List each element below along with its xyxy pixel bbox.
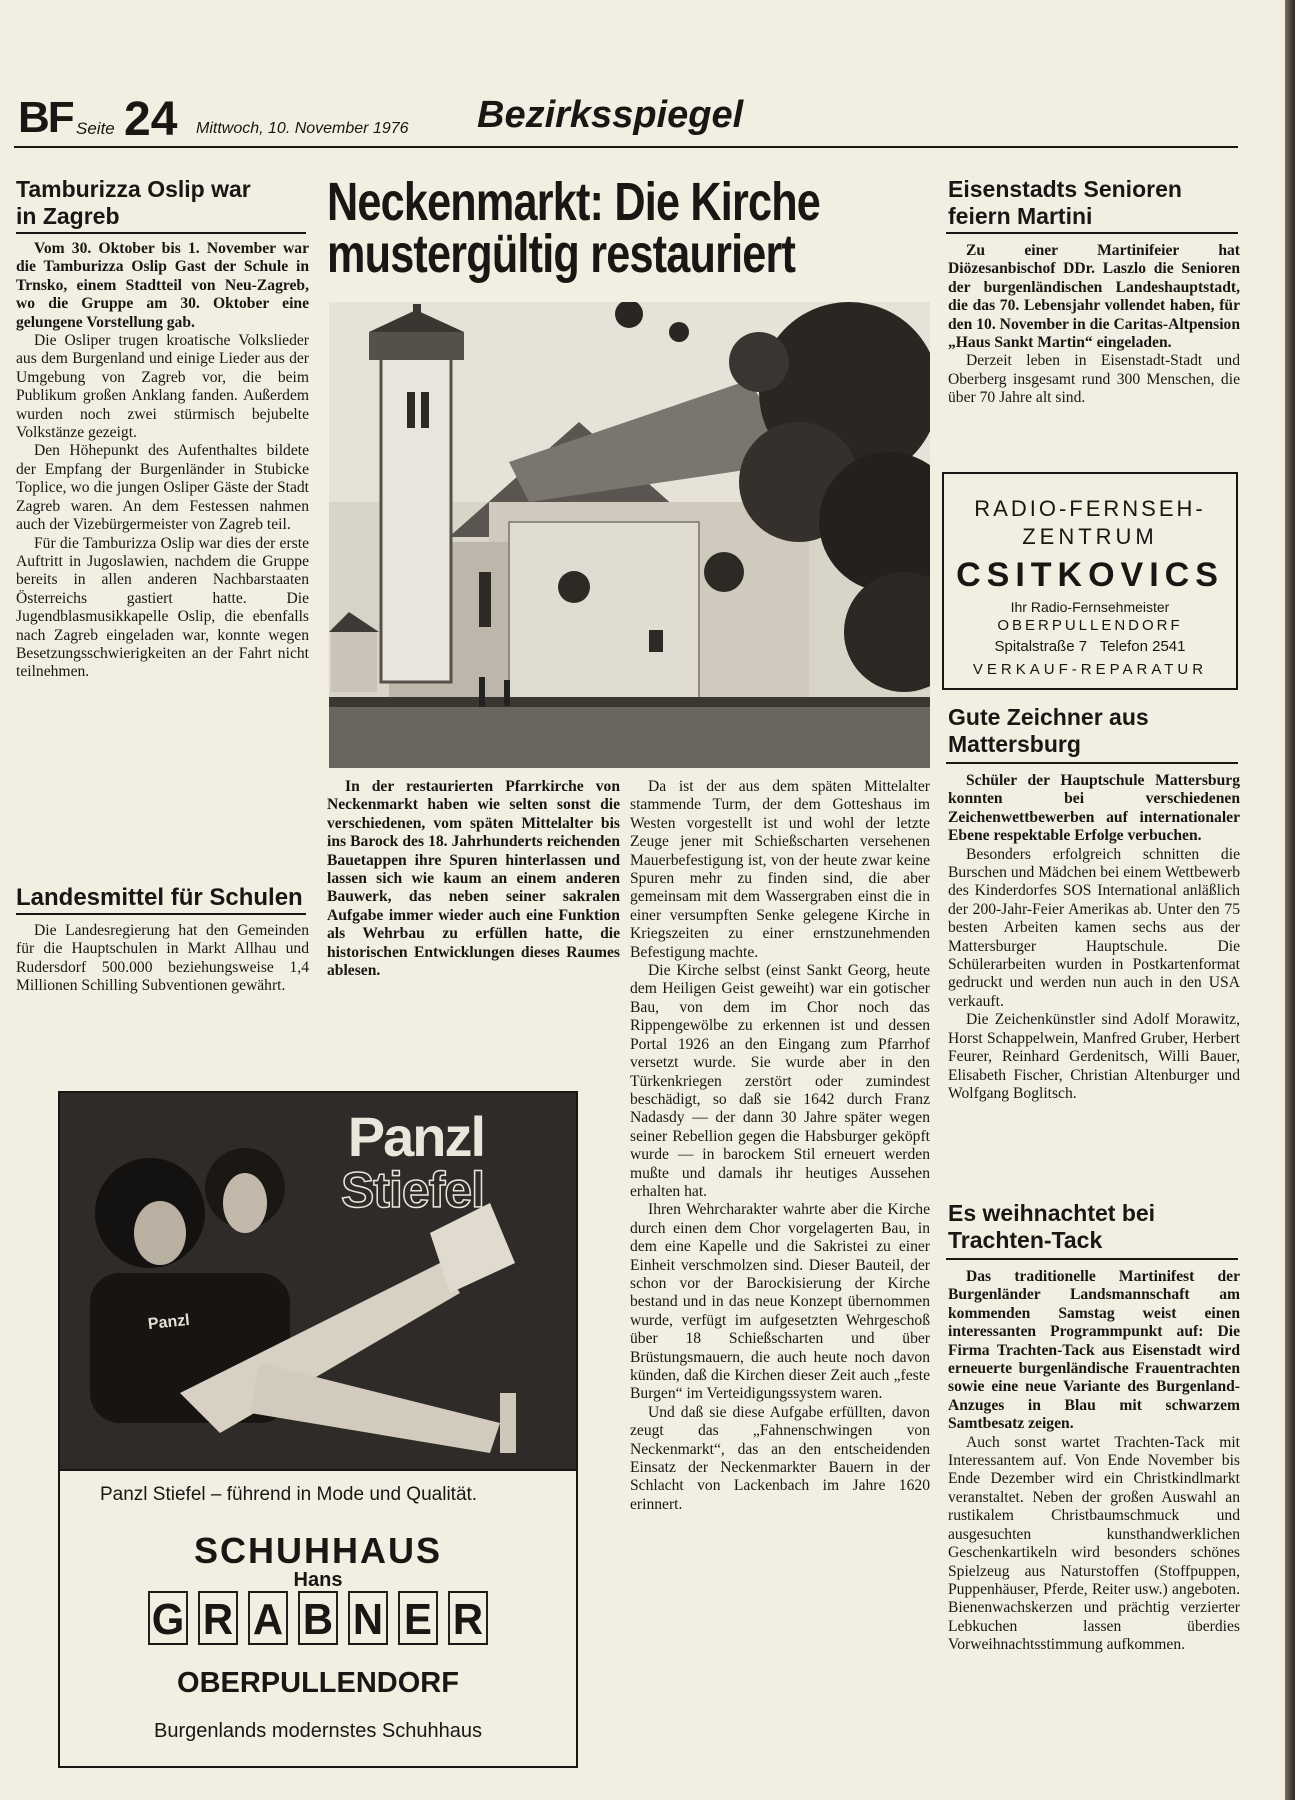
panzl-photo	[60, 1093, 576, 1469]
main-headline-line1: Neckenmarkt: Die Kirche	[327, 172, 821, 232]
senioren-paragraph: Derzeit leben in Eisenstadt-Stadt und Oberberg insgesamt rund 300 Menschen, die über 70 Jahre alt sind.	[948, 352, 1240, 407]
panzl-ad	[58, 1091, 578, 1768]
panzl-models-illustration	[60, 1093, 576, 1469]
trachten-article	[948, 1268, 1240, 1655]
issue-date: Mittwoch, 10. November 1976	[196, 120, 409, 137]
panzl-product: Stiefel	[340, 1162, 484, 1218]
owner-first-name: Hans	[293, 1569, 343, 1591]
csitkovics-line1: RADIO-FERNSEH-	[974, 496, 1206, 521]
kirche-body-column	[630, 778, 930, 1514]
tamburizza-lead: Vom 30. Oktober bis 1. November war die Tamburizza Oslip Gast der Schule in Trnsko, einem Stadtteil von Neu-Zagreb, wo die Gruppe am 30. Oktober eine gelungene Vorstellung gab.	[16, 240, 309, 331]
page-number: 24	[124, 93, 178, 146]
headline-rule	[16, 913, 306, 915]
tamburizza-paragraph: Die Osliper trugen kroatische Volkslieder aus dem Burgenland und einige Lieder aus der Umgebung von Zagreb vor, die beim Publikum großen Anklang fanden. Außerdem wurden noch zwei stürmisch bejubelte Volkstänze gezeigt.	[16, 332, 309, 442]
csitkovics-line2: ZENTRUM	[1022, 524, 1158, 549]
csitkovics-name: CSITKOVICS	[956, 556, 1224, 594]
zeichner-paragraph: Die Zeichenkünstler sind Adolf Morawitz, Horst Schappelwein, Manfred Gruber, Herbert Feurer, Reinhard Gerdenitsch, Willi Bauer, Elisabeth Fischer, Christian Altenburger und Wolfgang Boglitsch.	[948, 1011, 1240, 1102]
panzl-brand: Panzl	[347, 1105, 484, 1168]
grabner-letters	[60, 1591, 576, 1645]
shirt-logo: Panzl	[147, 1311, 191, 1334]
csitkovics-services: VERKAUF-REPARATUR	[972, 661, 1208, 678]
grabner-letter: R	[448, 1591, 488, 1645]
senioren-headline: Eisenstadts Senioren feiern Martini	[948, 176, 1182, 229]
page-edge-shadow	[1285, 0, 1295, 1800]
zeichner-lead: Schüler der Hauptschule Mattersburg konnten bei verschiedenen Zeichenwettbewerben auf internationaler Ebene respektable Erfolge verbuchen.	[948, 772, 1240, 845]
csitkovics-tagline: Ihr Radio-Fernsehmeister	[1010, 599, 1170, 615]
csitkovics-street: Spitalstraße 7	[994, 638, 1088, 655]
csitkovics-phone: Telefon 2541	[1099, 638, 1186, 655]
tamburizza-paragraph: Für die Tamburizza Oslip war dies der erste Auftritt in Jugoslawien, nachdem die Gruppe bereits in allen anderen Nachbarstaaten Österreichs gastiert hatte. Die Jugendblasmusikkapelle Oslip, die ebenfalls nach Zagreb eingeladen war, konnte wegen Besetzungsschwierigkeiten an der Fahrt nicht teilnehmen.	[16, 534, 309, 681]
csitkovics-town: OBERPULLENDORF	[997, 617, 1183, 634]
schulen-article	[16, 922, 309, 996]
trachten-paragraph: Auch sonst wartet Trachten-Tack mit Interessantem auf. Von Ende November bis Ende Dezember wird ein Christkindlmarkt veranstaltet. Neben der großen Auswahl an rustikalem Christbaumschmuck und ausgesuchten kunsthandwerklichen Geschenkartikeln wird besonders schönes Spielzeug aus Naturstoffen (Stoffpuppen, Puppenhäuser, Pferde, Reiter usw.) angeboten. Bienenwachskerzen und prächtig verzierter Lebkuchen lassen überdies Vorweihnachtsstimmung aufkommen.	[948, 1433, 1240, 1654]
page-label: Seite	[76, 119, 115, 138]
church-illustration	[329, 302, 930, 768]
ad-divider	[60, 1469, 576, 1471]
trachten-lead: Das traditionelle Martinifest der Burgenländer Landsmannschaft am kommenden Samstag weist einen interessanten Programmpunkt auf: Die Firma Trachten-Tack aus Eisenstadt wird erneuerte burgenländische Frauentrachten sowie eine neue Variante des Burgenland-Anzuges in Blau mit schwarzem Samtbesatz zeigen.	[948, 1268, 1240, 1433]
kirche-paragraph: Da ist der aus dem späten Mittelalter stammende Turm, der dem Gotteshaus im Westen vorgestellt ist und wohl der letzte Zeuge jener mit Schießscharten versehenen Mauerbefestigung ist, von der heute zwar keine Spuren mehr zu finden sind, die aber gemeinsam mit dem Wassergraben einst die in einer versumpften Senke gelegene Kirche in Kriegszeiten zu einer ernstzunehmenden Befestigung machte.	[630, 778, 930, 961]
schuhhaus-town: OBERPULLENDORF	[177, 1667, 459, 1699]
zeichner-article	[948, 772, 1240, 1103]
csitkovics-address	[944, 638, 1236, 655]
church-photo	[329, 302, 930, 768]
grabner-letter: B	[298, 1591, 338, 1645]
headline-rule	[946, 1258, 1238, 1260]
kirche-lead-column	[327, 778, 620, 980]
zeichner-headline: Gute Zeichner aus Mattersburg	[948, 704, 1149, 757]
headline-rule	[946, 762, 1238, 764]
kirche-paragraph: Die Kirche selbst (einst Sankt Georg, heute dem Heiligen Geist geweiht) war ein gotischer Bau, von dem im Chor noch das Rippengewölbe zu erkennen ist und dessen Portal 1926 an den Eingang zum Pfarrhof versetzt wurde. Sie wurde aber in den Türkenkriegen zerstört oder zumindest beschädigt, so daß sie 1642 durch Franz Nadasdy — der dann 30 Jahre später wegen seiner Rebellion gegen die Habsburger geköpft wurde — in barockem Stil erneuert werden mußte und damals ihr heutiges Aussehen erhalten hat.	[630, 962, 930, 1200]
headline-rule	[946, 232, 1238, 234]
tamburizza-article	[16, 240, 309, 682]
grabner-letter: N	[348, 1591, 388, 1645]
section-title: Bezirksspiegel	[477, 94, 744, 136]
schuhhaus-slogan: Burgenlands modernstes Schuhhaus	[154, 1720, 482, 1742]
schulen-headline: Landesmittel für Schulen	[16, 884, 303, 911]
schuhhaus-title: SCHUHHAUS	[193, 1530, 442, 1571]
grabner-letter: G	[148, 1591, 188, 1645]
trachten-headline: Es weihnachtet bei Trachten-Tack	[948, 1200, 1156, 1253]
senioren-article	[948, 242, 1240, 408]
main-headline-line2: mustergültig restauriert	[327, 224, 796, 284]
tamburizza-paragraph: Den Höhepunkt des Aufenthaltes bildete der Empfang der Burgenländer in Stubicke Toplice, wo die jungen Osliper Gäste der Stadt Zagreb waren. An dem Festessen nahmen auch der Vizebürgermeister von Zagreb teil.	[16, 442, 309, 534]
kirche-lead: In der restaurierten Pfarrkirche von Neckenmarkt haben wie selten sonst die verschiedenen, vom späten Mittelalter bis ins Barock des 18. Jahrhunderts reichenden Bauetappen ihre Spuren hinterlassen und lassen sich wie kaum an einem anderen Bauwerk, das neben seiner sakralen Aufgabe immer wieder auch eine Funktion als Wehrbau zu erfüllen hatte, die historischen Entwicklungen dieses Raumes ablesen.	[327, 778, 620, 980]
senioren-lead: Zu einer Martinifeier hat Diözesanbischof DDr. Laszlo die Senioren der burgenländischen Landeshauptstadt, die das 70. Lebensjahr vollendet haben, für den 10. November in die Caritas-Altpension „Haus Sankt Martin“ eingeladen.	[948, 242, 1240, 352]
csitkovics-ad	[942, 472, 1238, 690]
zeichner-paragraph: Besonders erfolgreich schnitten die Burschen und Mädchen bei einem Wettbewerb des Kinderdorfes SOS International anläßlich der 200-Jahr-Feier Amerikas ab. Unter den 75 besten Arbeiten kamen sechs aus der Mattersburger Hauptschule. Die Schülerarbeiten wurden in Postkartenformat gedruckt und werden nun auch in den USA verkauft.	[948, 845, 1240, 1010]
panzl-tagline: Panzl Stiefel – führend in Mode und Qualität.	[100, 1484, 478, 1505]
schulen-text: Die Landesregierung hat den Gemeinden für die Hauptschulen in Markt Allhau und Rudersdorf 500.000 beziehungsweise 1,4 Millionen Schilling Subventionen gewährt.	[16, 922, 309, 995]
tamburizza-headline: Tamburizza Oslip war in Zagreb	[16, 176, 251, 229]
headline-rule	[16, 232, 306, 234]
kirche-paragraph: Und daß sie diese Aufgabe erfüllten, davon zeugt das „Fahnenschwingen von Neckenmarkt“, das an den entscheidenden Einsatz der Neckenmarkter Bauern in der Schlacht von Lackenbach im Jahre 1620 erinnert.	[630, 1403, 930, 1513]
grabner-letter: A	[248, 1591, 288, 1645]
grabner-letter: E	[398, 1591, 438, 1645]
masthead-rule	[14, 146, 1238, 148]
grabner-letter: R	[198, 1591, 238, 1645]
main-headline	[327, 172, 887, 284]
newspaper-logo: BF	[18, 93, 73, 142]
kirche-paragraph: Ihren Wehrcharakter wahrte aber die Kirche durch einen dem Chor vorgelagerten Bau, in dem eine Kapelle und die Sakristei zu einer Einheit verschmolzen sind. Dieser Bauteil, der schon vor der Barockisierung der Kirche bestand und in das neue Konzept übernommen wurde, verfügt im aufgesetzten Wehrgeschoß über 18 Schießscharten und über Brüstungsmauern, die auch heute noch davon künden, daß die Kirchen dieser Zeit auch „feste Burgen“ im Verteidigungssystem waren.	[630, 1201, 930, 1403]
